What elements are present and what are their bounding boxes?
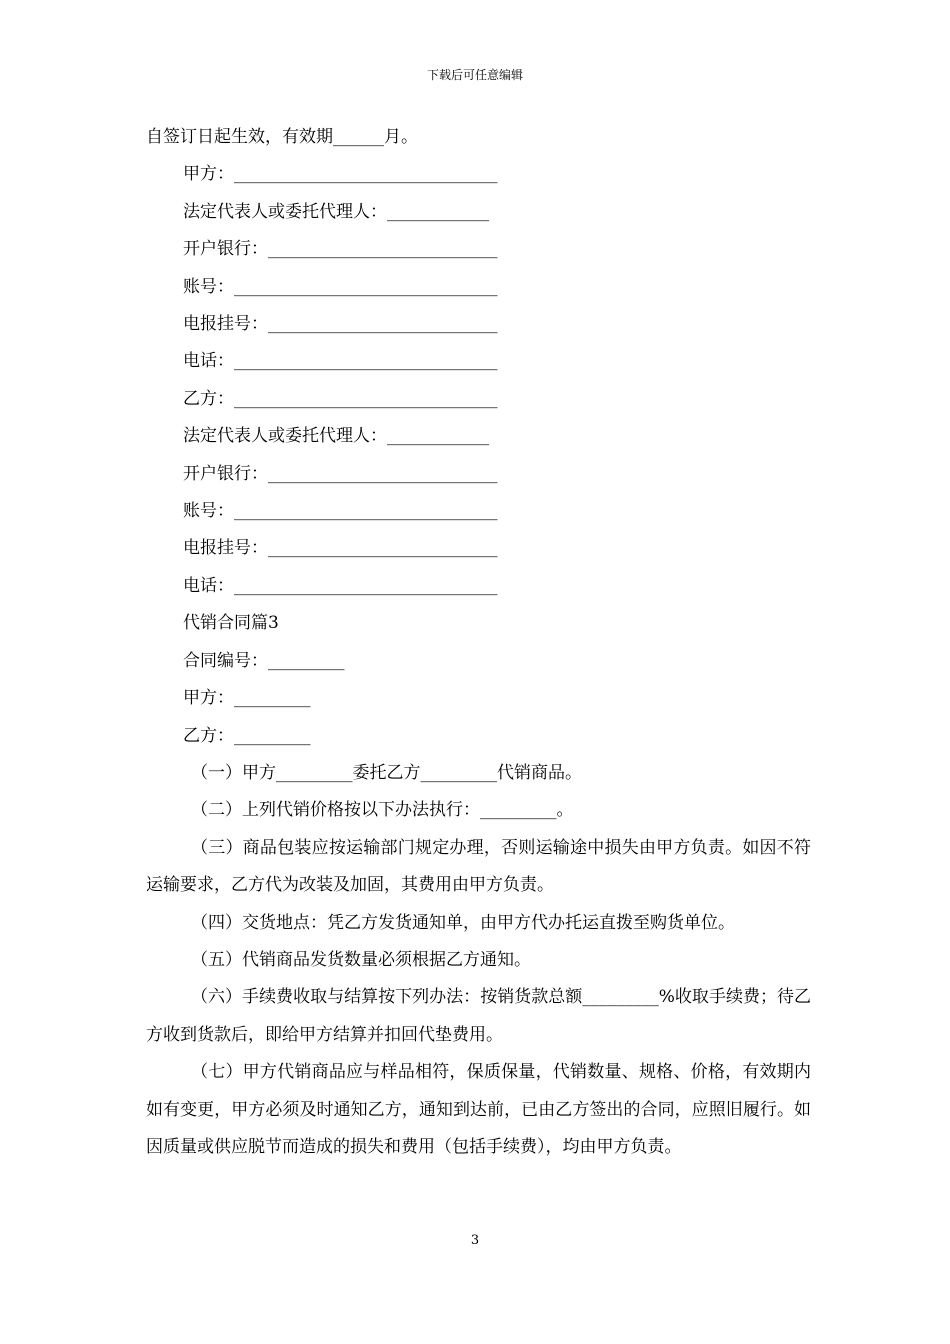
party-a-telegraph-field: 电报挂号：___________________________ bbox=[183, 314, 498, 335]
document-body bbox=[146, 119, 811, 1166]
clause-5: （五）代销商品发货数量必须根据乙方通知。 bbox=[191, 949, 531, 970]
party-b-bank-field: 开户银行：___________________________ bbox=[183, 463, 498, 484]
validity-line: 自签订日起生效，有效期______月。 bbox=[146, 127, 418, 147]
party-a-account-field: 账号：_______________________________ bbox=[183, 276, 498, 297]
party-a-phone-field: 电话：_______________________________ bbox=[183, 351, 498, 372]
page-header: 下载后可任意编辑 bbox=[426, 68, 523, 82]
party-a-field: 甲方：_______________________________ bbox=[183, 164, 498, 185]
section-title: 代销合同篇3 bbox=[183, 613, 279, 634]
clause-6: （六）手续费收取与结算按下列办法：按销货款总额_________%收取手续费；待乙方收到货款后，即给甲方结算并扣回代垫费用。 bbox=[146, 987, 811, 1045]
clause-1: （一）甲方_________委托乙方_________代销商品。 bbox=[191, 762, 582, 783]
clause-7: （七）甲方代销商品应与样品相符，保质保量，代销数量、规格、价格，有效期内如有变更，甲方必须及时通知乙方，通知到达前，已由乙方签出的合同，应照旧履行。如因质量或供应脱节而造成的损失和费用（包括手续费），均由甲方负责。 bbox=[146, 1062, 811, 1157]
party-a-bank-field: 开户银行：___________________________ bbox=[183, 239, 498, 260]
clause-3: （三）商品包装应按运输部门规定办理，否则运输途中损失由甲方负责。如因不符运输要求，乙方代为改装及加固，其费用由甲方负责。 bbox=[146, 837, 811, 896]
party-a-representative-field: 法定代表人或委托代理人：____________ bbox=[183, 201, 489, 222]
party-b-phone-field: 电话：_______________________________ bbox=[183, 575, 498, 596]
party-b-telegraph-field: 电报挂号：___________________________ bbox=[183, 538, 498, 559]
clause-2: （二）上列代销价格按以下办法执行：_________。 bbox=[191, 800, 574, 821]
party-b-account-field: 账号：_______________________________ bbox=[183, 501, 498, 522]
contract-party-b-field: 乙方：_________ bbox=[183, 725, 311, 746]
party-b-representative-field: 法定代表人或委托代理人：____________ bbox=[183, 426, 489, 447]
page-number: 3 bbox=[470, 1233, 480, 1248]
party-b-field: 乙方：_______________________________ bbox=[183, 388, 498, 409]
contract-party-a-field: 甲方：_________ bbox=[183, 688, 311, 709]
clause-4: （四）交货地点：凭乙方发货通知单，由甲方代办托运直拨至购货单位。 bbox=[191, 912, 735, 933]
contract-number-field: 合同编号：_________ bbox=[183, 650, 345, 671]
